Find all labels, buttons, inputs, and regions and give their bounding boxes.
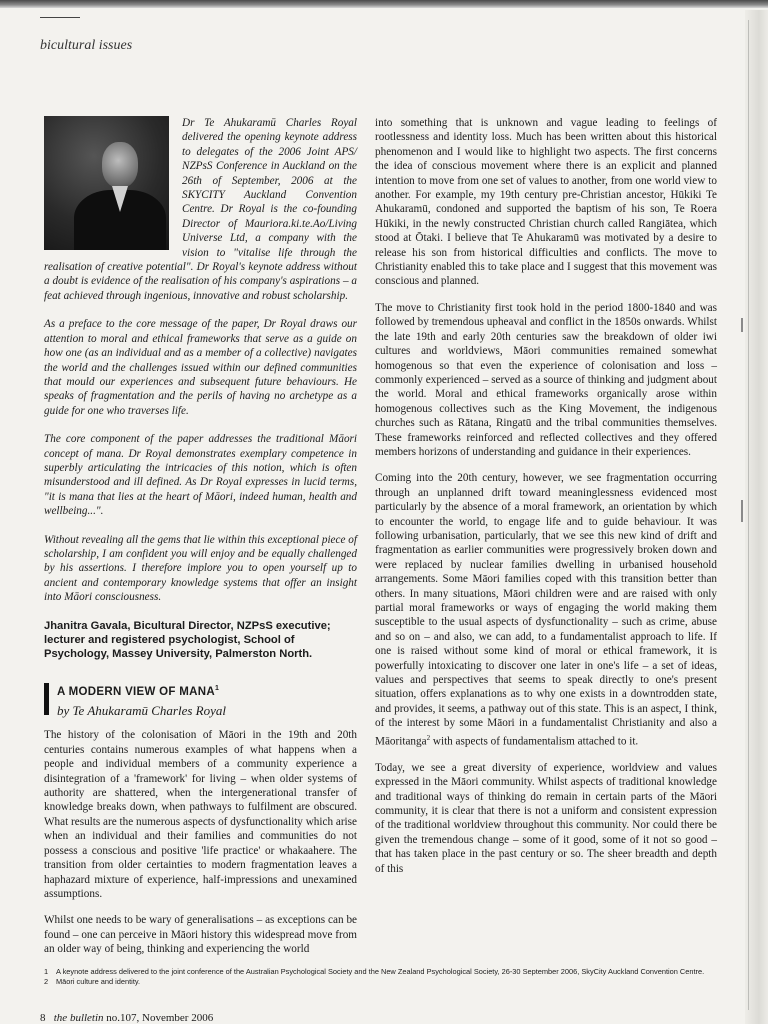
reviewer-bio: Jhanitra Gavala, Bicultural Director, NZPsS executive; lecturer and registered psychologist, School of Psychology, Massey University, Palmerston North. [44,619,331,661]
body-paragraph: Today, we see a great diversity of experience, worldview and values expressed in the Māori community. Whilst aspects of traditional knowledge and traditional ways of thinking do remain in certain parts of the Māori community, it is clear that there is not a uniform and consistent expression of the traditional worldview throughout this community. Nor could there be given the tremendous change – some of it good, some of it not so good – that has taken place in the past century or so. The sheer breadth and depth of this [375,761,717,875]
intro-paragraph: Dr Te Ahukaramū Charles Royal delivered the opening keynote address to delegates of the 2006 Joint APS/ NZPsS Conference in Auckland on the 26th of September, 2006 at the SKYCITY Auckland Convention Centre. Dr Royal is the co-founding Director of Mauriora.ki.te.Ao/Living Universe Ltd, a company with the vision to "vitalise life through the realisation of creative potential". Dr Royal's keynote address without a doubt is evidence of the realisation of his company's aspirations – a feat achieved through ingenious, innovative and robust scholarship. [44,117,357,302]
footnote-ref: 2 [426,733,431,742]
body-text: with aspects of fundamentalism attached to it. [430,735,639,748]
left-column [44,116,357,969]
body-paragraph: into something that is unknown and vague leading to feelings of rootlessness and identity loss. Much has been written about this historical phenomenon and I would like to highlight two aspects. The first concerns the idea of conscious movement where there is an explicit and planned intention to move from one set of values to another, from one world view to another. For example, my 19th century pre-Christian ancestor, Hūkiki Te Ahukaramū, condoned and supported the baptism of his son, Te Roera Hūkiki, in the newly constructed Christian church called Rangiātea, which stood at Ōtaki. I believe that Te Ahukaramū was motivated by a desire to release his son from historical difficulties and conflicts. The move to Christianity enabled this to take place and I suggest that this movement was conscious and planned. [375,117,717,288]
footnote-text: Māori culture and identity. [56,976,141,986]
intro-paragraph: Without revealing all the gems that lie within this exceptional piece of scholarship, I am confident you will enjoy and be equally challenged by his assertions. I therefore implore you to open yourself up to ancient and contemporary knowledge systems that offer an insight into Māori consciousness. [44,533,357,604]
intro-paragraph: The core component of the paper addresses the traditional Māori concept of mana. Dr Royal demonstrates exemplary competence in superbly articulating the intricacies of this notion, which is often misunderstood and ill defined. As Dr Royal expresses in lucid terms, "it is mana that lies at the heart of Māori, indeed human, health and wellbeing...". [44,433,357,518]
article-title [57,682,226,699]
footnote-text: A keynote address delivered to the joint conference of the Australian Psychological Society and the New Zealand Psychological Society, 26-30 September 2006, SkyCity Auckland Convention Centre. [56,967,705,976]
article-title-text: A MODERN VIEW OF MANA [57,685,215,698]
footnote [44,967,734,977]
margin-mark [741,500,743,522]
author-photo [44,116,169,250]
footnote [44,977,734,987]
issue-info: no.107, November 2006 [106,1012,214,1024]
section-label: bicultural issues [40,38,133,53]
footnote-ref: 1 [214,684,220,692]
intro-block [44,116,357,605]
title-bar [44,683,49,715]
article-heading [44,682,357,719]
body-paragraph: The history of the colonisation of Māori in the 19th and 20th centuries contains numerous examples of what happens when a people and individual members of a community experience a disintegration of a 'framework' for living – when older systems of authority are shattered, when the intergenerational transfer of knowledge breaks down, when pathways to fulfilment are obscured. What results are the numerous aspects of dysfunctionality which arise when an individual and their families and communities do not possess a conscious and positive 'life practice' or whakaahere. The transition from older certainties to modern fragmentation leaves a haphazard mixture of experience, half-impressions and unexamined assumptions. [44,729,357,900]
author-photo-head [102,142,138,188]
footnotes [44,967,734,986]
article-byline: by Te Ahukaramū Charles Royal [57,703,226,719]
body-text: Coming into the 20th century, however, we see fragmentation occurring through an unplanned drift toward meaninglessness evidenced most particularly by the absence of a moral framework, an orientation by which to encounter the world, to engage life and to guide behaviour. It was following urbanisation, particularly, that we see this new kind of drift and fragmentation as earlier communities were progressively broken down and were replaced by nuclear families dwelling in urbanised household arrangements. Some Māori families coped with this transition better than others. In many situations, Māori children were and are raised with only partial moral frameworks or ways of engaging the world making them susceptible to the usual aspects of dysfunctionality – such as crime, abuse and so on – and also, we can add, to a fundamentalist approach to life. If one is raised without some kind of moral or ethical framework, it is powerfully intoxicating to discover one later in one's life – a set of ideas, values and perspectives that seems to speak directly to one's present situation, offers explanations as to why one exists in a downtrodden state, and provides, it seems, a pathway out of this state. This is an aspect, I think, of the interest by some Māori in a fundamentalist Christianity and also a Māoritanga [375,472,717,748]
body-paragraph [375,471,717,748]
header-rule [40,17,80,18]
binding-line [748,20,749,1010]
footnote-number: 2 [44,976,49,986]
margin-mark [741,318,743,332]
page-footer [40,1012,213,1024]
intro-paragraph: As a preface to the core message of the paper, Dr Royal draws our attention to moral and ethical frameworks that serve as a guide on how one (as an individual and as a member of a collective) navigates the world and the challenges issued within our defined communities that mould our experiences and subsequent future behaviours. He speaks of fragmentation and the perils of having no archetype as a guide for one who traverses life. [44,318,357,417]
page-top-edge [0,0,768,8]
page-number: 8 [40,1012,46,1024]
footnote-number: 1 [44,967,49,976]
body-paragraph: Whilst one needs to be wary of generalisations – as exceptions can be found – one can perceive in Māori history this widespread move from an older way of being, thinking and experiencing the world [44,914,357,956]
right-column [375,116,717,888]
publication-name: the bulletin [53,1012,104,1024]
body-paragraph: The move to Christianity first took hold in the period 1800-1840 and was followed by tremendous upheaval and conflict in the 1850s onwards. Whilst the late 19th and early 20th centuries saw the breakdown of older iwi cultures and worldviews, Māori communities remained somewhat homogenous so that even the experience of colonisation and loss – commonly experienced – served as a source of thinking and judgment about the world. Moral and ethical frameworks organically arose within homogenous collectives such as the King Movement, the indigenous churches such as Rātana, Ringatū and the tribal communities themselves. These frameworks reinforced and reflected collectives and they offered members horizons of understanding and guidance in their experiences. [375,301,717,458]
